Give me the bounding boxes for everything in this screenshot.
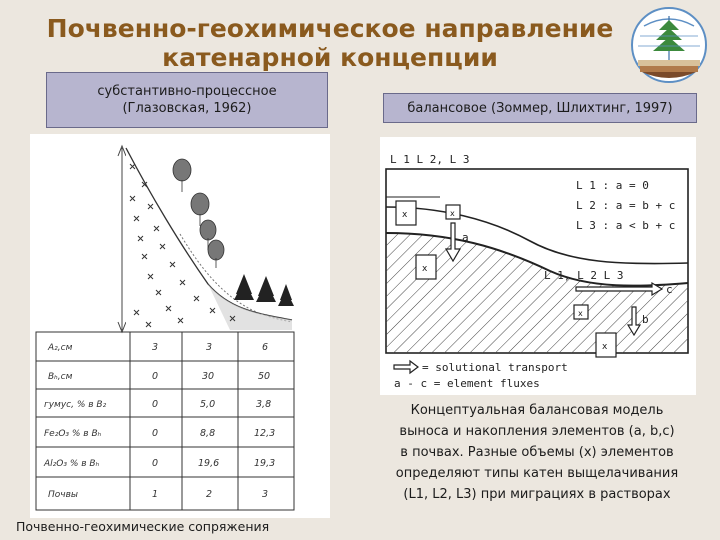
row-label-soils: Почвы [48, 490, 79, 500]
legend-element-fluxes: a - c = element fluxes [394, 377, 540, 390]
university-logo [630, 6, 708, 84]
cell-bh-2: 30 [202, 371, 215, 382]
cell-bh-1: 0 [152, 371, 159, 382]
row-label-a2: A₂,см [48, 343, 73, 353]
right-caption-line-4: определяют типы катен выщелачивания [395, 466, 679, 481]
cell-fe-2: 8,8 [200, 428, 216, 439]
cell-al-2: 19,6 [198, 458, 220, 469]
catena-drawing [30, 134, 330, 518]
cell-soil-2: 2 [206, 489, 213, 500]
legend-solutional-transport: = solutional transport [422, 361, 568, 374]
svg-text:x: x [578, 309, 583, 318]
right-figure-caption [372, 400, 702, 505]
right-caption-line-1: Концептуальная балансовая модель [410, 403, 664, 418]
conifer-trees [234, 274, 294, 306]
flux-a-label: a [462, 231, 469, 244]
cell-al-1: 0 [152, 458, 159, 469]
cell-a2-2: 3 [206, 342, 213, 353]
legend-line-l1: L 1 : a = 0 [576, 179, 649, 192]
left-box-line-1: субстантивно-процессное [97, 84, 277, 99]
middle-catena-labels: L 1, L 2 L 3 [544, 269, 624, 282]
right-caption-line-5: (L1, L2, L3) при миграциях в растворах [403, 487, 671, 502]
left-figure-caption: Почвенно-геохимические сопряжения [16, 519, 270, 534]
row-label-fe2o3: Fe₂O₃ % в Bₕ [44, 429, 102, 439]
row-label-humus: гумус, % в B₂ [44, 400, 107, 410]
cell-a2-1: 3 [152, 342, 159, 353]
right-box-text: балансовое (Зоммер, Шлихтинг, 1997) [407, 101, 673, 116]
soil-data-table [36, 332, 294, 510]
left-box-line-2: (Глазовская, 1962) [122, 101, 252, 116]
flux-c-label: c [666, 283, 673, 296]
svg-text:x: x [402, 210, 408, 220]
soil-catena-figure [30, 134, 330, 518]
flux-b-label: b [642, 313, 649, 326]
right-caption-line-2: выноса и накопления элементов (a, b,c) [399, 424, 675, 439]
legend-line-l2: L 2 : a = b + c [576, 199, 676, 212]
svg-text:x: x [450, 209, 455, 218]
row-label-al2o3: Al₂O₃ % в Bₕ [44, 459, 100, 469]
balance-approach-label [383, 93, 697, 123]
cell-a2-3: 6 [262, 342, 269, 353]
page-title [0, 14, 660, 72]
cell-fe-3: 12,3 [254, 428, 276, 439]
cell-bh-3: 50 [258, 371, 271, 382]
cell-humus-3: 3,8 [256, 399, 272, 410]
top-catena-labels: L 1 L 2, L 3 [390, 153, 470, 166]
cell-soil-1: 1 [152, 489, 159, 500]
cell-humus-1: 0 [152, 399, 159, 410]
cell-soil-3: 3 [262, 489, 269, 500]
svg-text:x: x [422, 264, 428, 274]
right-caption-line-3: в почвах. Разные объемы (x) элементов [400, 445, 674, 460]
row-label-bh: Bₕ,см [48, 372, 73, 382]
substantive-process-label [46, 72, 328, 128]
cell-al-3: 19,3 [254, 458, 276, 469]
cell-fe-1: 0 [152, 428, 159, 439]
cell-humus-2: 5,0 [200, 399, 216, 410]
legend-line-l3: L 3 : a < b + c [576, 219, 676, 232]
svg-text:x: x [602, 342, 608, 352]
balance-model-figure [380, 137, 696, 395]
title-line-2: катенарной концепции [162, 43, 498, 72]
title-line-1: Почвенно-геохимическое направление [46, 14, 614, 43]
balance-model-drawing [380, 137, 696, 395]
